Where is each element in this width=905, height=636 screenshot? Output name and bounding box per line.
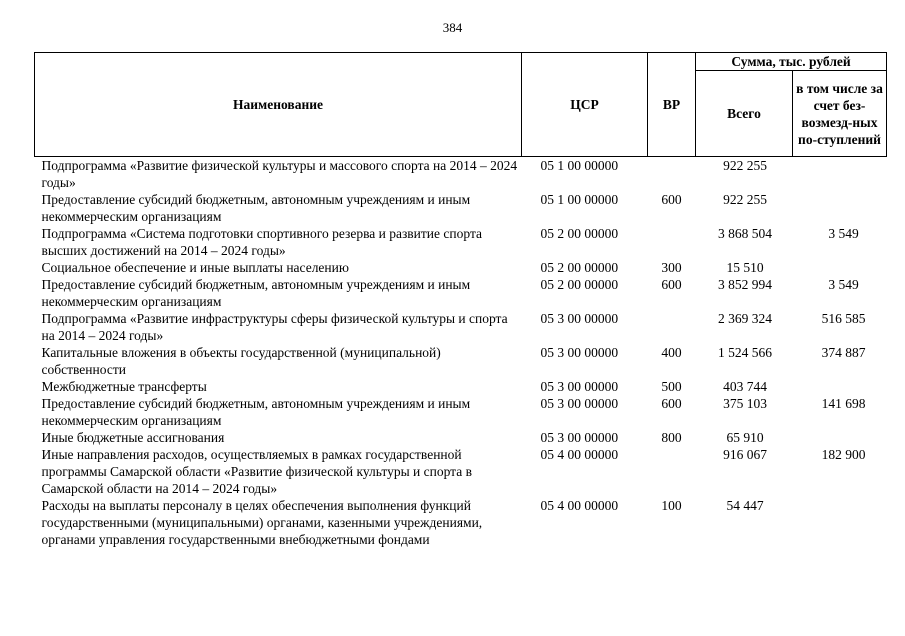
row-bezvozmezd: [793, 497, 887, 548]
table-row: [35, 191, 887, 225]
row-vr: [648, 225, 696, 259]
row-name: Иные бюджетные ассигнования: [41, 430, 225, 445]
row-total: 2 369 324: [718, 311, 772, 326]
row-bezvozmezd: [793, 429, 887, 446]
row-vr: 600: [661, 192, 682, 207]
row-csr: 05 3 00 00000: [540, 430, 619, 445]
row-bezvozmezd: [793, 259, 887, 276]
row-bezvozmezd: [793, 191, 887, 225]
row-csr: 05 3 00 00000: [540, 396, 619, 411]
row-csr: 05 2 00 00000: [540, 226, 619, 241]
table-row: [35, 344, 887, 378]
row-total: 54 447: [726, 498, 764, 513]
table-row: [35, 276, 887, 310]
row-csr: 05 4 00 00000: [540, 498, 619, 513]
row-total: 922 255: [723, 158, 767, 173]
table-row: [35, 429, 887, 446]
row-csr: 05 3 00 00000: [540, 345, 619, 360]
row-vr: 400: [661, 345, 682, 360]
table-body: [35, 157, 887, 549]
row-csr: 05 3 00 00000: [540, 311, 619, 326]
row-bezvozmezd: [793, 157, 887, 192]
row-name: Предоставление субсидий бюджетным, автономным учреждениям и иным некоммерческим организациям: [41, 396, 471, 428]
row-vr: [648, 310, 696, 344]
row-total: 922 255: [723, 192, 767, 207]
row-name: Предоставление субсидий бюджетным, автономным учреждениям и иным некоммерческим организациям: [41, 192, 471, 224]
row-bezvozmezd: 3 549: [828, 277, 859, 292]
row-name: Подпрограмма «Система подготовки спортивного резерва и развитие спорта высших достижений на 2014 – 2024 годы»: [41, 226, 482, 258]
row-vr: 600: [661, 277, 682, 292]
row-bezvozmezd: [793, 378, 887, 395]
row-bezvozmezd: 374 887: [821, 345, 866, 360]
header-vr: ВР: [648, 53, 696, 157]
row-csr: 05 2 00 00000: [540, 260, 619, 275]
row-csr: 05 3 00 00000: [540, 379, 619, 394]
row-total: 375 103: [723, 396, 767, 411]
row-csr: 05 1 00 00000: [540, 192, 619, 207]
table-row: [35, 310, 887, 344]
row-total: 1 524 566: [718, 345, 772, 360]
header-bezvozmezd: в том числе за счет без-возмезд-ных по-ступлений: [793, 71, 887, 157]
budget-table: [34, 52, 887, 548]
row-total: 65 910: [726, 430, 764, 445]
table-row: [35, 225, 887, 259]
header-name: Наименование: [35, 53, 522, 157]
table-row: [35, 395, 887, 429]
row-total: 3 868 504: [718, 226, 772, 241]
page-number: 384: [442, 20, 463, 35]
row-name: Подпрограмма «Развитие инфраструктуры сферы физической культуры и спорта на 2014 – 2024 годы»: [41, 311, 508, 343]
row-csr: 05 2 00 00000: [540, 277, 619, 292]
row-name: Расходы на выплаты персоналу в целях обеспечения выполнения функций государственными (муниципальными) органами, казенными учреждениями, органами управления государственными внебюджетными фондами: [41, 498, 483, 547]
row-name: Капитальные вложения в объекты государственной (муниципальной) собственности: [41, 345, 441, 377]
row-total: 916 067: [723, 447, 767, 462]
row-total: 403 744: [723, 379, 767, 394]
row-name: Межбюджетные трансферты: [41, 379, 207, 394]
table-row: [35, 497, 887, 548]
row-csr: 05 4 00 00000: [540, 447, 619, 462]
table-header: [35, 53, 887, 157]
row-name: Предоставление субсидий бюджетным, автономным учреждениям и иным некоммерческим организациям: [41, 277, 471, 309]
row-vr: 500: [661, 379, 682, 394]
header-sum-group: Сумма, тыс. рублей: [696, 53, 887, 71]
header-csr: ЦСР: [522, 53, 648, 157]
row-vr: 600: [661, 396, 682, 411]
row-vr: 300: [661, 260, 682, 275]
row-bezvozmezd: 516 585: [821, 311, 866, 326]
table-row: [35, 157, 887, 192]
row-vr: [648, 157, 696, 192]
row-name: Подпрограмма «Развитие физической культуры и массового спорта на 2014 – 2024 годы»: [41, 158, 518, 190]
table-row: [35, 446, 887, 497]
row-csr: 05 1 00 00000: [540, 158, 619, 173]
table-row: [35, 378, 887, 395]
row-name: Иные направления расходов, осуществляемых в рамках государственной программы Самарской области «Развитие физической культуры и спорта в Самарской области на 2014 – 2024 годы»: [41, 447, 472, 496]
row-vr: [648, 446, 696, 497]
row-name: Социальное обеспечение и иные выплаты населению: [41, 260, 349, 275]
header-total: Всего: [696, 71, 793, 157]
row-bezvozmezd: 141 698: [821, 396, 866, 411]
row-vr: 100: [661, 498, 682, 513]
row-bezvozmezd: 3 549: [828, 226, 859, 241]
row-vr: 800: [661, 430, 682, 445]
table-row: [35, 259, 887, 276]
row-total: 15 510: [726, 260, 764, 275]
row-total: 3 852 994: [718, 277, 772, 292]
row-bezvozmezd: 182 900: [821, 447, 866, 462]
